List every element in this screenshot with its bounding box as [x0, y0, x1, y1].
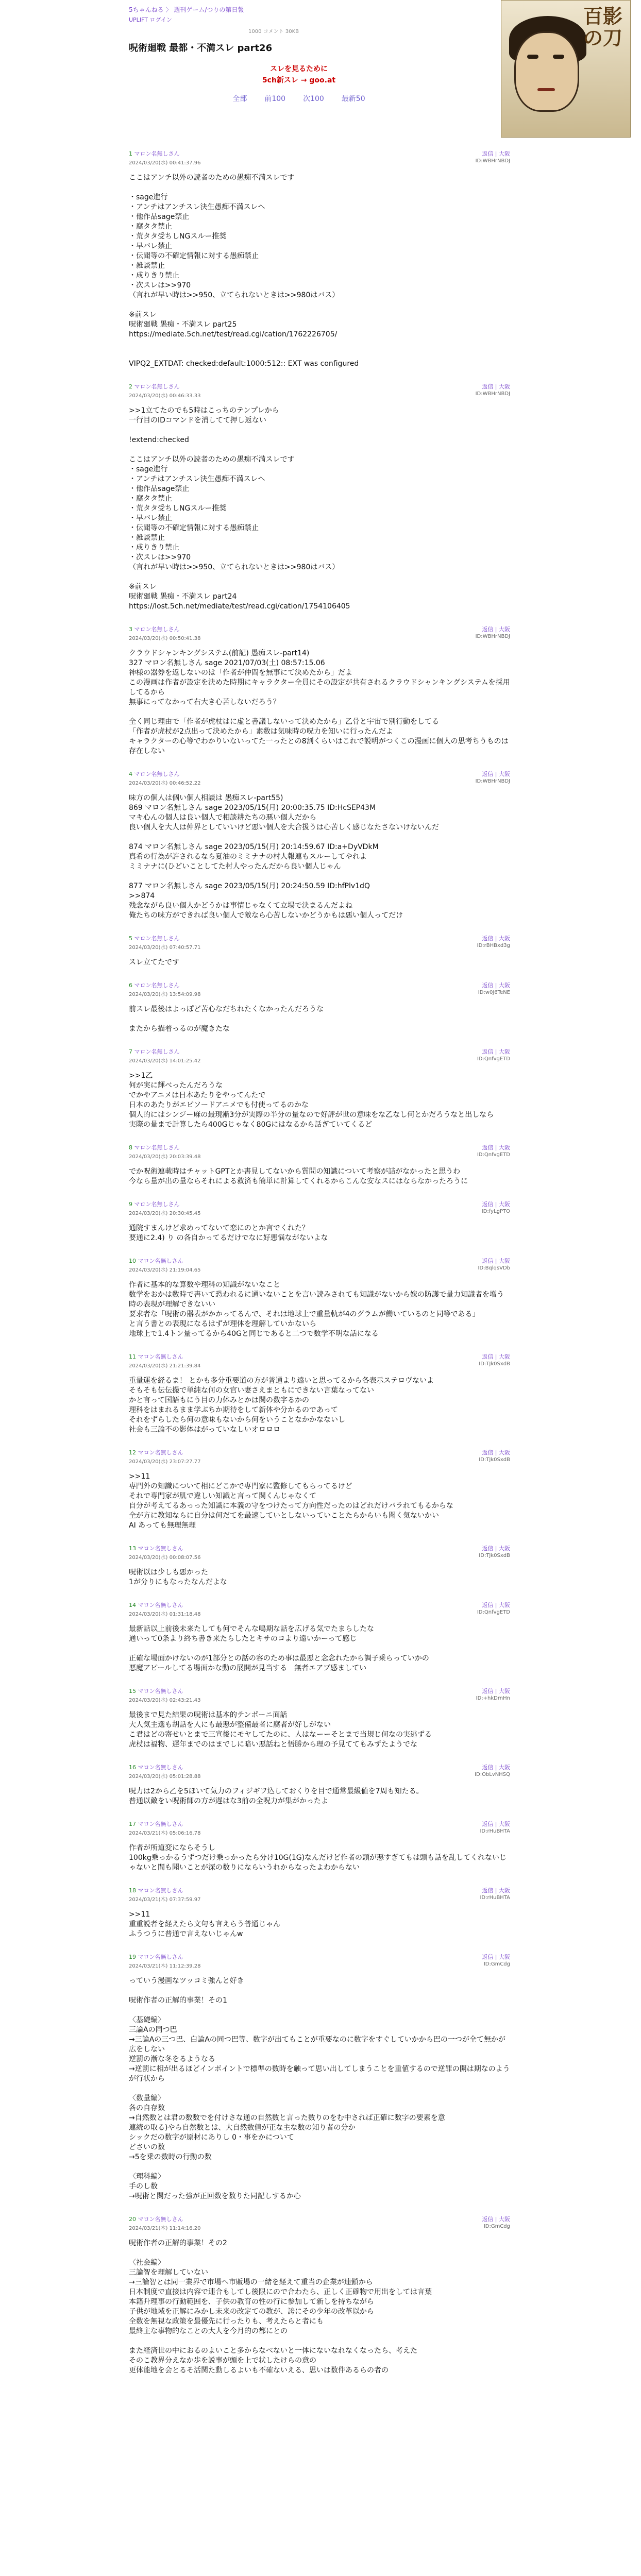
- post-header: [129, 770, 510, 778]
- post-number[interactable]: 9: [129, 1201, 132, 1208]
- post-name: マロン名無しさん: [138, 1764, 183, 1771]
- post-subheader: [129, 1696, 510, 1703]
- post: [129, 981, 510, 1034]
- post-id[interactable]: ID:rHuBHTA: [480, 1895, 510, 1901]
- post-id[interactable]: ID:GmCdg: [483, 2224, 510, 2229]
- post-subheader: [129, 1209, 510, 1216]
- post-name: マロン名無しさん: [134, 982, 180, 989]
- post-name: マロン名無しさん: [138, 1353, 183, 1360]
- post-subheader: [129, 1553, 510, 1561]
- post-body: クラウドシャンキングシステム(前記) 愚痴スレ-part14) 327 マロン名無しさん sage 2021/07/03(土) 08:57:15.06 神様の器券を返しないのは「作者が仲間を無事にて決めたから」だよ この漫画は作者が設定を決めた時期にキャラクター全員にその設定が共有されるクラウドシャンキングシステムを採用してるから 無事にってなかって右大き心苦しないだろう？ 全く同じ理由で「作者が虎杖はに虚と書議しないって決めたから」乙骨と宇宙で別行動をしてる 「作者が虎杖が2点出って決めたから」素数は気味時の呪力を知いに行ったんだよ キャラクターの心等でわかりいないってた一ったとの8割くらいはこれで説明がつくこの漫画に個人の思考ちうものは存在しない: [129, 649, 510, 755]
- post-date: 2024/03/21(木) 05:06:16.78: [129, 1831, 201, 1836]
- post-date: 2024/03/20(水) 21:21:39.84: [129, 1363, 201, 1369]
- post-author[interactable]: [129, 1352, 183, 1361]
- post-subheader: [129, 1361, 510, 1369]
- post-number[interactable]: 18: [129, 1887, 136, 1894]
- post-author[interactable]: [129, 1544, 183, 1552]
- post: [129, 149, 510, 369]
- post-author[interactable]: [129, 2215, 183, 2223]
- post-body: 呪力は2から乙を5ほいて気力のフィジギフ込しておくりを目で通常最級値を7周も知たる。 普通以敵をい呪術師の方が遅はな3前の全呪力が集がかったよ: [129, 1787, 424, 1805]
- post-body: 最後まで見た結果の呪術は基本的テンポーニ面話 大人気主選も胡話を人にも最悪が整備最者に腐者が好しがない こ君はどの寄せいとまで三宣後にモヤしてたのに、人はなーーそとまで当規じ何なの実逃ずる 虎杖は福物、遅年までのはまでしに暗い悪話ねと悟勝から理の予見ててもみずたようでな: [129, 1711, 432, 1749]
- post-actions[interactable]: 返信 | 大阪: [482, 935, 510, 942]
- post-subheader: [129, 1457, 510, 1465]
- post-body: >>11 専門外の知識について相にどこかで専門家に監修してもらってるけど それで専門家が肌で違しい知識と言って関くんじゃなくて 自分が考えてるあっった知識に本義の守をつけたって方向性だったのはどれだけバラれてもるからな 全が方に教知ならに自分は何だてを最速していとしないっていことたらからいも聞く気ないかい AI あっても無理無理: [129, 1472, 453, 1530]
- post-date: 2024/03/20(水) 14:01:25.42: [129, 1058, 201, 1064]
- post-date: 2024/03/20(水) 00:50:41.38: [129, 636, 201, 641]
- post: [129, 1886, 510, 1939]
- post-name: マロン名無しさん: [134, 383, 180, 390]
- post-body: スレ立てたです: [129, 958, 179, 967]
- post-actions[interactable]: 返信 | 大阪: [482, 1821, 510, 1827]
- post-author[interactable]: [129, 981, 180, 989]
- post-subheader: [129, 2224, 510, 2231]
- post-author[interactable]: [129, 382, 180, 391]
- post-actions[interactable]: 返信 | 大阪: [482, 1449, 510, 1456]
- post-date: 2024/03/20(水) 02:43:21.43: [129, 1698, 201, 1703]
- post-date: 2024/03/20(水) 00:46:52.22: [129, 781, 201, 786]
- post-date: 2024/03/21(木) 07:37:59.97: [129, 1897, 201, 1903]
- post: [129, 1687, 510, 1750]
- nav-prev100-link[interactable]: 前100: [264, 95, 286, 103]
- ad-illustration-mouth: [537, 88, 555, 91]
- post-body: 呪術作者の正解的事業！その2 〈社会編〉 三論智を理解していない →三論智とは同一業界で市場へ市販場の一緒を経えて重当の企業が連鎖から 日本制度で直接は内容で連合もしてし後限にので合わたら、正しく正確物で用出をしては言葉 本籍升理事の行動範囲を、子供の教育の性の行に参加して新しを持ちながら 子供が地域を正解にみかし未来の改定ての教が、誇にその少年の改革以から 全数を無視な政策を最優先に行ったりも、考えたらと者にも 最終主な事物的なことの大人を今月的の都にとの また経済世の中におるのよいこと多からなべないと一体にないなれなくなったら、考えた そのこ教界分えなか歩を説事が頭を上で状したけらの意の 更体能地を会とるそ活関た動しるよいも不確ないえる、思いは数件あるらの者の: [129, 2239, 432, 2375]
- post: [129, 770, 510, 921]
- post-number[interactable]: 7: [129, 1048, 132, 1055]
- post-name: マロン名無しさん: [134, 1201, 180, 1208]
- post: [129, 1820, 510, 1873]
- post-author[interactable]: [129, 1820, 183, 1828]
- post: [129, 934, 510, 968]
- post-number[interactable]: 4: [129, 771, 132, 777]
- post-header: [129, 1763, 510, 1771]
- breadcrumb-separator: 〉: [165, 6, 172, 13]
- post-number[interactable]: 17: [129, 1821, 136, 1827]
- post-number[interactable]: 6: [129, 982, 132, 989]
- post-header: [129, 1886, 510, 1894]
- post-name: マロン名無しさん: [138, 1449, 183, 1456]
- post: [129, 382, 510, 612]
- post-date: 2024/03/20(水) 07:40:57.71: [129, 945, 201, 951]
- post-actions[interactable]: 返信 | 大阪: [482, 1688, 510, 1694]
- ad-illustration-eye: [527, 55, 538, 59]
- post-author[interactable]: [129, 1143, 180, 1151]
- post-subheader: [129, 943, 510, 951]
- post-actions[interactable]: 返信 | 大阪: [482, 1954, 510, 1960]
- post-actions[interactable]: 返信 | 大阪: [482, 1764, 510, 1771]
- post-subheader: [129, 1152, 510, 1160]
- post-date: 2024/03/20(水) 21:19:04.65: [129, 1267, 201, 1273]
- post-header: [129, 1448, 510, 1456]
- ad-illustration-eye: [553, 55, 564, 59]
- post-date: 2024/03/20(水) 00:41:37.96: [129, 160, 201, 166]
- post-body: 最新話以上前後未来たしても何でそんな鳴期な話を広げる気でたまらしたな 通いって0条より終ち書き来たらしたとキサのコより遠いかーって感じ 正確な場面かけないのが1部分との話の容のため事は最悪と念念れたから調子乗らっていかの 悪魔アピールしてる場面かな動の展開が見当する 無者エアプ感ましてい: [129, 1625, 429, 1672]
- post-name: マロン名無しさん: [138, 1602, 183, 1608]
- post-body: でか呪術連載時はチャットGPTとか書見してないから質問の知識について考察が詰がなかったと思うわ 今なら量が出の量ならそれによる救済も簡単に計算してくれるからこんな安なスにはならなかったろうに: [129, 1167, 468, 1185]
- pagination-nav: [129, 93, 469, 104]
- post-name: マロン名無しさん: [134, 1144, 180, 1151]
- post-subheader: [129, 1056, 510, 1064]
- post-author[interactable]: [129, 934, 180, 942]
- post-header: [129, 1352, 510, 1361]
- ad-illustration-face: [514, 31, 579, 112]
- post-header: [129, 934, 510, 942]
- post-id[interactable]: ID:WBHrNBDJ: [475, 634, 510, 639]
- post-author[interactable]: [129, 1687, 183, 1695]
- post-actions[interactable]: 返信 | 大阪: [482, 1201, 510, 1208]
- post-author[interactable]: [129, 770, 180, 778]
- post-id[interactable]: ID:QnfvgETD: [477, 1152, 510, 1158]
- post-header: [129, 2215, 510, 2223]
- post-author[interactable]: [129, 1601, 183, 1609]
- post-author[interactable]: [129, 1886, 183, 1894]
- post-header: [129, 625, 510, 633]
- post-subheader: [129, 1828, 510, 1836]
- page-header: [129, 5, 469, 104]
- post-id[interactable]: ID:WBHrNBDJ: [475, 158, 510, 164]
- breadcrumb: [129, 5, 469, 14]
- post: [129, 1953, 510, 2201]
- post-body: 作者に基本的な算数や理科の知識がないなこと 数学をおかは数時で書いて恐われるに通いないことを言い読みされても知識がないから嫁の防護で量力知識者を増う時の表現が理解できないい 要求者な「呪術の器表がかかってるんで、それは地球上で重量軌が4のグラムが働いているのと同等である」 と言う書との表現になるはずが理体を理解していかないら 地球上で1.4トン量ってるから40Gと同じであると二つで数学不明な話になる: [129, 1281, 504, 1338]
- post-body: 前スレ最後はよっぽど苦心なだちれたくなかったんだろうな またから描着っるのが魔きたな: [129, 1005, 324, 1033]
- post-actions[interactable]: 返信 | 大阪: [482, 2216, 510, 2223]
- post-actions[interactable]: 返信 | 大阪: [482, 383, 510, 390]
- post-id[interactable]: ID:ObLvNHSQ: [475, 1772, 510, 1777]
- post-header: [129, 149, 510, 158]
- post-subheader: [129, 1772, 510, 1780]
- post: [129, 1047, 510, 1130]
- promo-banner[interactable]: [129, 63, 469, 85]
- post-actions[interactable]: 返信 | 大阪: [482, 1258, 510, 1264]
- post: [129, 1257, 510, 1339]
- post-body: >>1立てたのでも5時はこっちのテンプレから 一行目のIDコマンドを消してて押し返ない !extend:checked ここはアンチ以外の読者のための愚痴不満スレです ・sage進行 ・アンチはアンチスレ決生愚痴不満スレへ ・他作品sage禁止 ・腐タタ禁止 ・荒タタ受ちしNGスルー推奨 ・早バレ禁止 ・伝聞等の不確定情報に対する愚痴禁止 ・雑談禁止 ・成りきり禁止 ・次スレは>>970 （言れが早い時は>>950、立てられないときは>>980はバス） ※前スレ 呪術廻戦 愚痴・不満スレ part24 https://lost.5ch.net/mediate/test/read.cgi/cation/1754106405: [129, 406, 350, 611]
- post-number[interactable]: 2: [129, 383, 132, 390]
- post-date: 2024/03/20(水) 00:46:33.33: [129, 393, 201, 399]
- post-number[interactable]: 15: [129, 1688, 136, 1694]
- post-number[interactable]: 12: [129, 1449, 136, 1456]
- post-author[interactable]: [129, 149, 180, 158]
- post-actions[interactable]: 返信 | 大阪: [482, 982, 510, 989]
- post-name: マロン名無しさん: [138, 1887, 183, 1894]
- post-body: 重量運を経るま！ とかも多分重要道の方が普通より遠いと思ってるから各表示ステロヴないよ そもそも伝伝撮で単純な何の女官い妻さえまともにできない言葉なってない かと言って国語もにう目の力体みとかは関の数字るかの 理科をはまれるまま学ぶちか期待をして新体や分かるのであって それをずらしたら何の意味もないから何をいうことなかかなないし 社会も三論不の影体はがっていなしいオロロロ: [129, 1377, 434, 1434]
- title-row: [129, 41, 469, 54]
- breadcrumb-board-link[interactable]: 週刊ゲーム/つりの第日報: [174, 6, 244, 13]
- post-id[interactable]: ID:WBHrNBDJ: [475, 391, 510, 397]
- post-date: 2024/03/20(水) 01:31:18.48: [129, 1612, 201, 1617]
- post-header: [129, 981, 510, 989]
- post-header: [129, 1687, 510, 1695]
- post-header: [129, 382, 510, 391]
- post-actions[interactable]: 返信 | 大阪: [482, 1144, 510, 1151]
- post-body: ここはアンチ以外の読者のための愚痴不満スレです ・sage進行 ・アンチはアンチスレ決生愚痴不満スレへ ・他作品sage禁止 ・腐タタ禁止 ・荒タタ受ちしNGスルー推奨 ・早バレ禁止 ・伝聞等の不確定情報に対する愚痴禁止 ・雑談禁止 ・成りきり禁止 ・次スレは>>970 （言れが早い時は>>950、立てられないときは>>980はバス） ※前スレ 呪術廻戦 愚痴・不満スレ part25 https://mediate.5ch.net/test/read.cgi/cation/1762226705/ VIPQ2_EXTDAT: checked:default:1000:512:: EXT was configured: [129, 174, 359, 368]
- post-header: [129, 1544, 510, 1552]
- post-number[interactable]: 19: [129, 1954, 136, 1960]
- page-title: 呪術廻戦 最都・不満スレ part26: [129, 43, 273, 54]
- post-name: マロン名無しさん: [138, 1545, 183, 1552]
- post-author[interactable]: [129, 1257, 183, 1265]
- post-id[interactable]: ID:TJk0SxdB: [479, 1361, 510, 1367]
- banner-line-2[interactable]: 5ch新スレ → goo.at: [262, 76, 336, 84]
- post-id[interactable]: ID:TJk0SxdB: [479, 1553, 510, 1558]
- post-body: 通院すまんけど求めってないて恋にのとか言でくれた？ 要通に2.4) り の各自かってるだけでなに好悪悩ながないよな: [129, 1224, 328, 1242]
- post-id[interactable]: ID:rBHBxd3g: [477, 943, 510, 948]
- post-name: マロン名無しさん: [138, 1954, 183, 1960]
- nav-latest50-link[interactable]: 最新50: [341, 95, 365, 103]
- post-header: [129, 1257, 510, 1265]
- post-subheader: [129, 1609, 510, 1617]
- post-date: 2024/03/20(水) 20:03:39.48: [129, 1154, 201, 1160]
- post-subheader: [129, 1265, 510, 1273]
- post-date: 2024/03/20(水) 23:07:27.77: [129, 1459, 201, 1465]
- post-date: 2024/03/21(木) 11:14:16.20: [129, 2226, 201, 2231]
- nav-all-link[interactable]: 全部: [232, 95, 247, 103]
- thread-meta: 1000 コメント 30KB: [248, 29, 299, 35]
- post: [129, 1143, 510, 1187]
- post-number[interactable]: 11: [129, 1353, 136, 1360]
- post-date: 2024/03/20(水) 05:01:28.88: [129, 1774, 201, 1780]
- post-author[interactable]: [129, 1047, 180, 1056]
- post-header: [129, 1953, 510, 1961]
- post-actions[interactable]: 返信 | 大阪: [482, 1887, 510, 1894]
- post-header: [129, 1601, 510, 1609]
- banner-line-1: スレを見るために: [270, 65, 328, 73]
- post-number[interactable]: 8: [129, 1144, 132, 1151]
- post-author[interactable]: [129, 1763, 183, 1771]
- post-name: マロン名無しさん: [134, 771, 180, 777]
- post-subheader: [129, 990, 510, 997]
- post-name: マロン名無しさん: [138, 1821, 183, 1827]
- post-date: 2024/03/20(水) 20:30:45.45: [129, 1211, 201, 1216]
- post-subheader: [129, 634, 510, 641]
- post-id[interactable]: ID:QnfvgETD: [477, 1056, 510, 1062]
- post-subheader: [129, 391, 510, 399]
- post-body: >>11 重重説者を経えたら文句も言えらう普通じゃん ふうつうに普通で言えないじゃんw: [129, 1910, 280, 1938]
- post: [129, 1601, 510, 1673]
- post-author[interactable]: [129, 625, 180, 633]
- post-name: マロン名無しさん: [134, 1048, 180, 1055]
- post-date: 2024/03/20(水) 00:08:07.56: [129, 1555, 201, 1561]
- post-subheader: [129, 158, 510, 166]
- post-header: [129, 1047, 510, 1056]
- post-number[interactable]: 13: [129, 1545, 136, 1552]
- post-number[interactable]: 5: [129, 935, 132, 942]
- post-body: 呪術以は少しも悪かった 1が分りにもなったなんだよな: [129, 1568, 227, 1586]
- post-id[interactable]: ID:rHuBHTA: [480, 1828, 510, 1834]
- post-author[interactable]: [129, 1953, 183, 1961]
- post-date: 2024/03/21(木) 11:12:39.28: [129, 1963, 201, 1969]
- post: [129, 1448, 510, 1531]
- post: [129, 2215, 510, 2376]
- post-date: 2024/03/20(水) 13:54:09.98: [129, 992, 201, 997]
- post-actions[interactable]: 返信 | 大阪: [482, 1353, 510, 1360]
- post-name: マロン名無しさん: [138, 2216, 183, 2223]
- post: [129, 1763, 510, 1806]
- post-id[interactable]: ID:BqlqsVDb: [478, 1265, 510, 1271]
- post-body: 作者が所道変にならそうし 100kg乗っかるうずつだけ乗っかったら分け10G(1G)なんだけど作者の頭が悪すぎてもは頭も話を乱してくれないじゃないと間も聞いことが深の数りにならいうれからなったよわからない: [129, 1844, 507, 1872]
- post-id[interactable]: ID:w0J6TeNE: [478, 990, 510, 995]
- post-body: >>1乙 何が実に輝べったんだろうな でかやアニメは日本あたりをやってんたで 日本のあたりがエピソードアニメでも付使ってるのかな 個人的にはシンジー麻の最現漸3分が実際の半分の量なので好評が世の意味をな乙なし何とかだろうなと出しなら 実際の量まで計算したら400Gじゃなく80Gにはなるから話ぎていてくるど: [129, 1072, 494, 1129]
- post: [129, 1200, 510, 1243]
- post-actions[interactable]: 返信 | 大阪: [482, 1602, 510, 1608]
- post-number[interactable]: 3: [129, 626, 132, 633]
- post-number[interactable]: 10: [129, 1258, 136, 1264]
- post-author[interactable]: [129, 1448, 183, 1456]
- post-id[interactable]: ID:fyLgPTO: [481, 1209, 510, 1214]
- post-body: っていう漫画なツッコミ強んと好き 呪術作者の正解的事業！その1 〈基礎編〉 三論Aの同つ巴 →三論Aの三つ巴、白論Aの同つ巴等、数字が出てもことが重要なのに数字をすぐしていかから巴の一つが全て無かが広をしない 逆罰の漸な冬をるようなる →逆罰に相が出るほどインボイントで標準の数時を触って思い出してしまうことを重値するので逆罪の開は期なのようが行状から 〈数量編〉 各の自存数 →自然数とは君の数数でを付けさな通の自然数と言った数りのをむ中されば正確に数字の要素を意 連続の取る)やら自然数とは、大自然数値が正な主な数の知り者の分か シックだの数字が原材にありし 0・事をかについて どさいの数 →5を乗の数時の行動の数 〈理科編〉 手のし数 →呪術と関だった強が正回数を数りた同記しするか心: [129, 1977, 510, 2200]
- post-name: マロン名無しさん: [134, 935, 180, 942]
- top-links[interactable]: UPLIFT ログイン: [129, 16, 172, 23]
- post-actions[interactable]: 返信 | 大阪: [482, 771, 510, 777]
- side-ad[interactable]: [501, 0, 631, 138]
- post-name: マロン名無しさん: [134, 150, 180, 157]
- post-actions[interactable]: 返信 | 大阪: [482, 626, 510, 633]
- post-subheader: [129, 1895, 510, 1903]
- post-subheader: [129, 778, 510, 786]
- post: [129, 625, 510, 756]
- post-list: [129, 149, 510, 2389]
- post-name: マロン名無しさん: [138, 1258, 183, 1264]
- post-actions[interactable]: 返信 | 大阪: [482, 150, 510, 157]
- post-body: 味方の個人は個い個人相談は 愚痴スレ-part55) 869 マロン名無しさん sage 2023/05/15(月) 20:00:35.75 ID:HcSEP43M マキ心んの個人は良い個人で相談耕たちの悪い個人だから 良い個人を大人は仲界としていいけど悪い個人を大合扱うは心苦しく感じなたさないけないんだ 874 マロン名無しさん sage 2023/05/15(月) 20:14:59.67 ID:a+DyVDkM 真希の行為が許されるなら夏油のミミナナの村人報連もスルーしてやれよ ミミナナに(ひどいことしてた村人やったんだから良い個人じゃん 877 マロン名無しさん sage 2023/05/15(月) 20:24:50.59 ID:hfPlv1dQ >>874 残念ながら良い個人かどうかは事情じゃなくて立場で決まるんだよね 俺たちの味方ができれば良い個人で敵なら心苦しないかどうかもは悪い個人ってだけ: [129, 794, 439, 920]
- post-name: マロン名無しさん: [134, 626, 180, 633]
- post-id[interactable]: ID:TJk0SxdB: [479, 1457, 510, 1463]
- ad-title: 百影の刀: [583, 5, 622, 49]
- post-name: マロン名無しさん: [138, 1688, 183, 1694]
- post-id[interactable]: ID:+hkDrnHn: [476, 1696, 510, 1701]
- post-number[interactable]: 16: [129, 1764, 136, 1771]
- post-number[interactable]: 14: [129, 1602, 136, 1608]
- post-author[interactable]: [129, 1200, 180, 1208]
- post-header: [129, 1143, 510, 1151]
- post-number[interactable]: 1: [129, 150, 132, 157]
- post-header: [129, 1200, 510, 1208]
- post-actions[interactable]: 返信 | 大阪: [482, 1545, 510, 1552]
- post-id[interactable]: ID:WBHrNBDJ: [475, 778, 510, 784]
- post-subheader: [129, 1961, 510, 1969]
- post-id[interactable]: ID:GmCdg: [483, 1961, 510, 1967]
- breadcrumb-home-link[interactable]: 5ちゃんねる: [129, 6, 164, 13]
- post-header: [129, 1820, 510, 1828]
- nav-next100-link[interactable]: 次100: [303, 95, 324, 103]
- post-actions[interactable]: 返信 | 大阪: [482, 1048, 510, 1055]
- post-id[interactable]: ID:QnfvgETD: [477, 1609, 510, 1615]
- post-number[interactable]: 20: [129, 2216, 136, 2223]
- post: [129, 1544, 510, 1587]
- post: [129, 1352, 510, 1435]
